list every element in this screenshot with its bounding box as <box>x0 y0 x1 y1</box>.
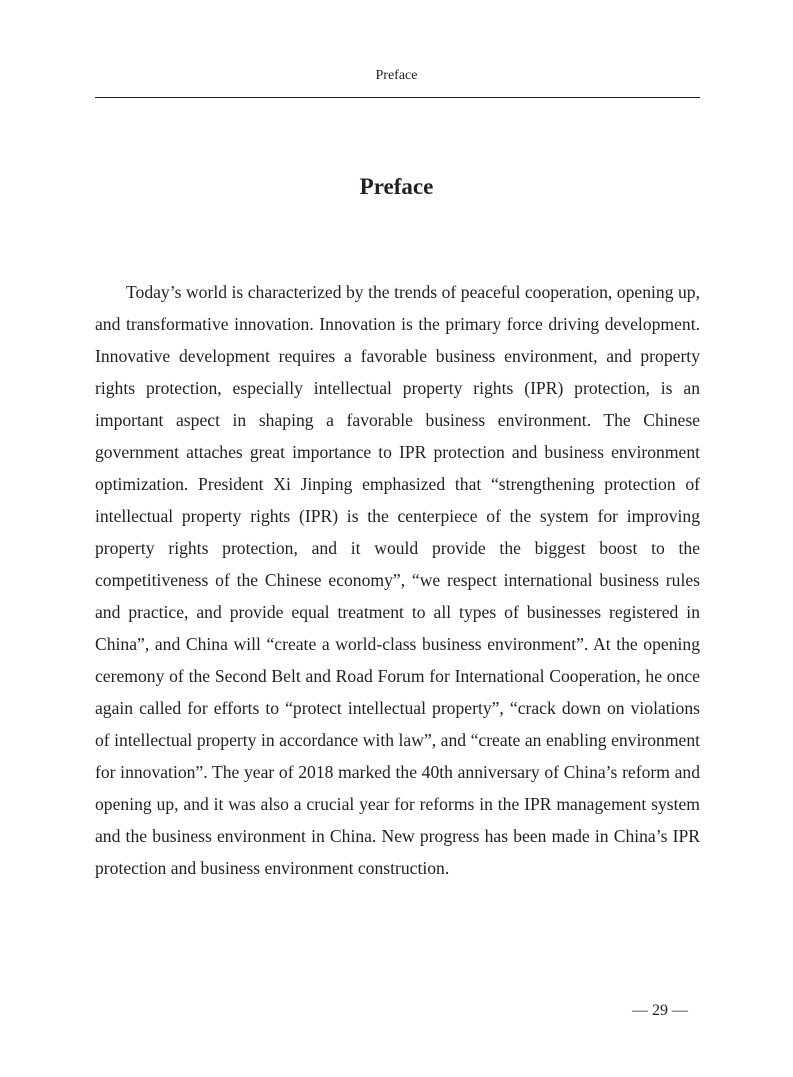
page-number: — 29 — <box>632 1002 688 1019</box>
running-header: Preface <box>375 68 418 83</box>
page-title: Preface <box>359 174 434 199</box>
body-paragraph: Today’s world is characterized by the trends of peaceful cooperation, opening up, and transformative innovation. Innovation is the primary force driving development. Innovative development requires a favorable business environment, and property rights protection, especially intellectual property rights (IPR) protection, is an important aspect in shaping a favorable business environment. The Chinese government attaches great importance to IPR protection and business environment optimization. President Xi Jinping emphasized that “strengthening protection of intellectual property rights (IPR) is the centerpiece of the system for improving property rights protection, and it would provide the biggest boost to the competitiveness of the Chinese economy”, “we respect international business rules and practice, and provide equal treatment to all types of businesses registered in China”, and China will “create a world-class business environment”. At the opening ceremony of the Second Belt and Road Forum for International Cooperation, he once again called for efforts to “protect intellectual property”, “crack down on violations of intellectual property in accordance with law”, and “create an enabling environment for innovation”. The year of 2018 marked the 40th anniversary of China’s reform and opening up, and it was also a crucial year for reforms in the IPR management system and the business environment in China. New progress has been made in China’s IPR protection and business environment construction. <box>95 282 700 878</box>
header-rule <box>95 97 700 98</box>
